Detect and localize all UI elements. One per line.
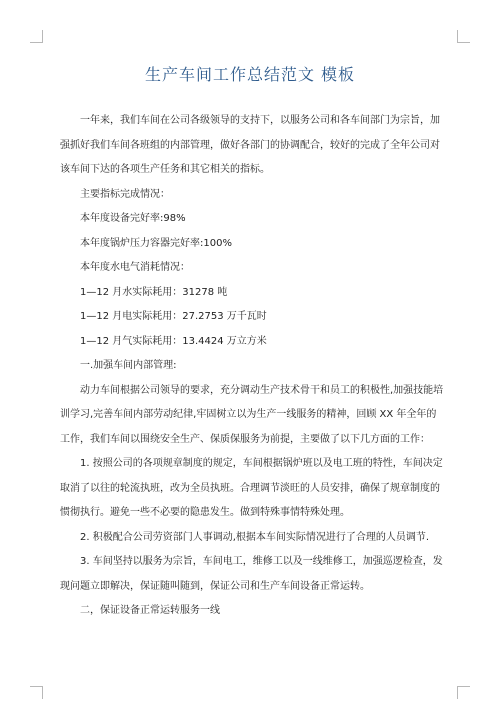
paragraph-gas-usage: 1—12 月气实际耗用：13.4424 万立方米 (80, 335, 267, 347)
paragraph-section-one-heading: 一.加强车间内部管理: (80, 360, 177, 371)
document-body (60, 109, 445, 624)
paragraph-section-one-body: 动力车间根据公司领导的要求，充分调动生产技术骨干和员工的积极性,加强技能培训学习,完善车间内部劳动纪律,牢固树立以为生产一线服务的精神，回顾 XX 年全年的工作，我们车间以围绕安全生产、保质保服务为前提，主要做了以下几方面的工作： (60, 384, 444, 445)
paragraph-item-3: 3. 车间坚持以服务为宗旨，车间电工，维修工以及一线维修工，加强巡逻检查，发现问题立即解决，保证随叫随到，保证公司和生产车间设备正常运转。 (60, 556, 443, 592)
paragraph-boiler-rate: 本年度锅炉压力容器完好率:100% (80, 237, 232, 249)
paragraph-section-two-heading: 二，保证设备正常运转服务一线 (80, 605, 220, 616)
crop-mark-top-left (30, 30, 43, 43)
paragraph-electric-usage: 1—12 月电实际耗用：27.2753 万千瓦时 (80, 311, 267, 322)
paragraph-water-usage: 1—12 月水实际耗用：31278 吨 (80, 286, 228, 298)
paragraph-indicators-heading: 主要指标完成情况： (80, 188, 170, 200)
paragraph-item-1: 1. 按照公司的各项规章制度的规定，车间根据锅炉班以及电工班的特性，车间决定取消了以往的轮流执班，改为全员执班。合理调节淡旺的人员安排，确保了规章制度的惯彻执行。避免一些不必要的隐患发生。做到特殊事情特殊处理。 (60, 458, 443, 518)
crop-mark-bottom-right (457, 686, 470, 699)
crop-mark-bottom-left (30, 686, 43, 699)
crop-mark-top-right (457, 30, 470, 43)
paragraph-consumption-heading: 本年度水电气消耗情况： (80, 262, 190, 273)
document-title: 生产车间工作总结范文 模板 (144, 65, 356, 84)
paragraph-equipment-rate: 本年度设备完好率:98% (80, 213, 186, 224)
paragraph-intro: 一年来，我们车间在公司各级领导的支持下，以服务公司和各车间部门为宗旨，加强抓好我们车间各班组的内部管理，做好各部门的协调配合，较好的完成了全年公司对该车间下达的各项生产任务和其它相关的指标。 (60, 115, 440, 175)
paragraph-item-2: 2. 积极配合公司劳资部门人事调动,根据本车间实际情况进行了合理的人员调节. (80, 531, 430, 543)
